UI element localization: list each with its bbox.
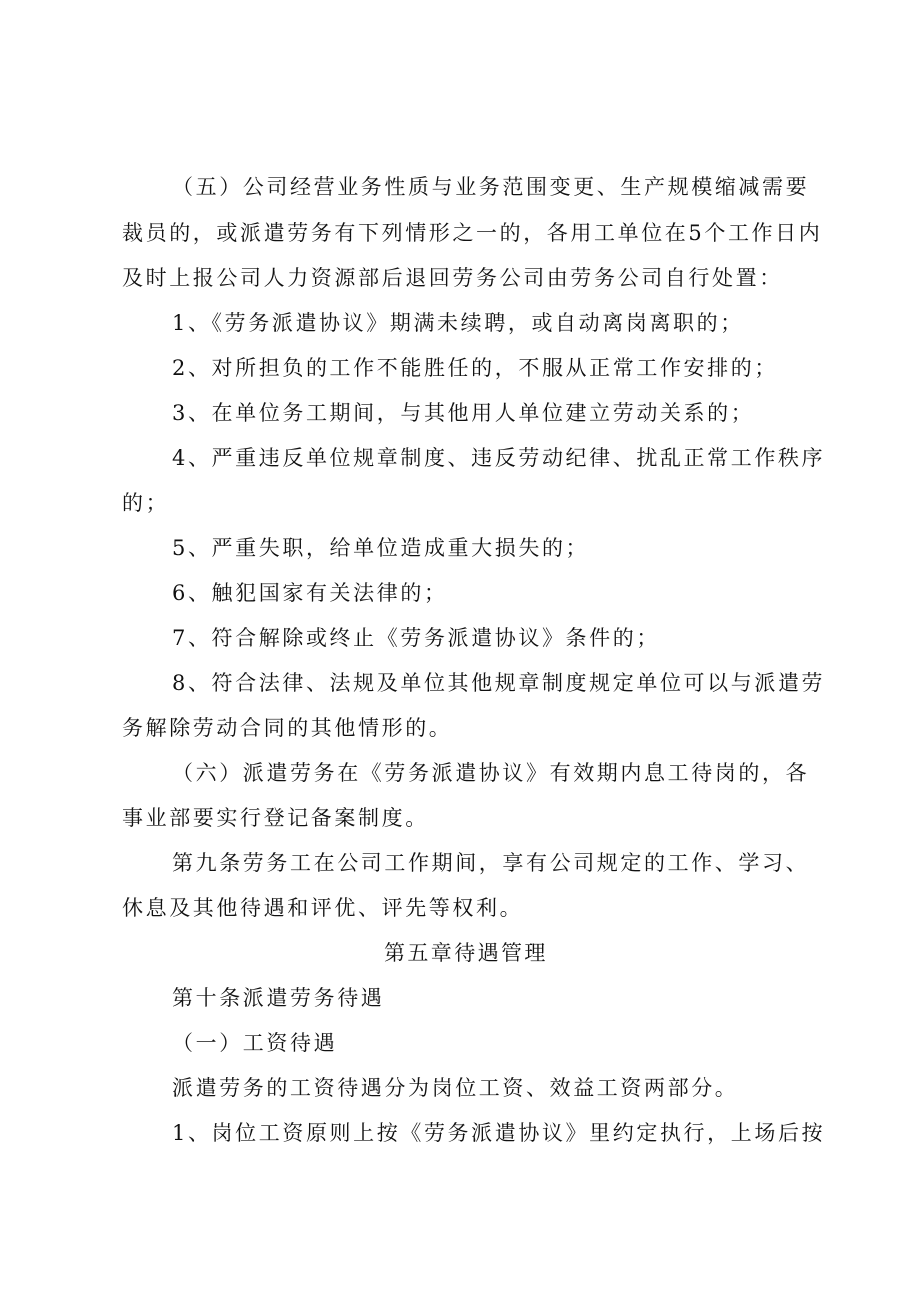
paragraph-6-line-2: 事业部要实行登记备案制度。 bbox=[122, 806, 429, 830]
position-salary-line-1: 1、岗位工资原则上按《劳务派遣协议》里约定执行，上场后按 bbox=[172, 1121, 826, 1145]
chapter-5-heading: 第五章待遇管理 bbox=[384, 941, 548, 965]
list-item-8-line-2: 务解除劳动合同的其他情形的。 bbox=[122, 716, 453, 740]
paragraph-5-line-1: （五）公司经营业务性质与业务范围变更、生产规模缩减需要 bbox=[172, 175, 810, 199]
list-item-6: 6、触犯国家有关法律的； bbox=[172, 581, 448, 605]
list-item-2: 2、对所担负的工作不能胜任的，不服从正常工作安排的； bbox=[172, 356, 778, 380]
list-item-5: 5、严重失职，给单位造成重大损失的； bbox=[172, 536, 590, 560]
article-10-heading: 第十条派遣劳务待遇 bbox=[172, 986, 385, 1010]
list-item-4-line-2: 的； bbox=[122, 491, 170, 515]
salary-section-heading: （一）工资待遇 bbox=[172, 1031, 338, 1055]
list-item-3: 3、在单位务工期间，与其他用人单位建立劳动关系的； bbox=[172, 401, 755, 425]
paragraph-5-line-3: 及时上报公司人力资源部后退回劳务公司由劳务公司自行处置： bbox=[122, 266, 783, 290]
article-9-line-1: 第九条劳务工在公司工作期间，享有公司规定的工作、学习、 bbox=[172, 851, 810, 875]
article-9-line-2: 休息及其他待遇和评优、评先等权利。 bbox=[122, 896, 524, 920]
list-item-1: 1、《劳务派遣协议》期满未续聘，或自动离岗离职的； bbox=[172, 311, 744, 335]
paragraph-5-line-2: 裁员的，或派遣劳务有下列情形之一的，各用工单位在5个工作日内 bbox=[122, 221, 823, 245]
paragraph-6-line-1: （六）派遣劳务在《劳务派遣协议》有效期内息工待岗的，各 bbox=[172, 761, 810, 785]
list-item-7: 7、符合解除或终止《劳务派遣协议》条件的； bbox=[172, 626, 660, 650]
salary-paragraph: 派遣劳务的工资待遇分为岗位工资、效益工资两部分。 bbox=[172, 1076, 739, 1100]
list-item-4-line-1: 4、严重违反单位规章制度、违反劳动纪律、扰乱正常工作秩序 bbox=[172, 446, 826, 470]
list-item-8-line-1: 8、符合法律、法规及单位其他规章制度规定单位可以与派遣劳 bbox=[172, 671, 826, 695]
